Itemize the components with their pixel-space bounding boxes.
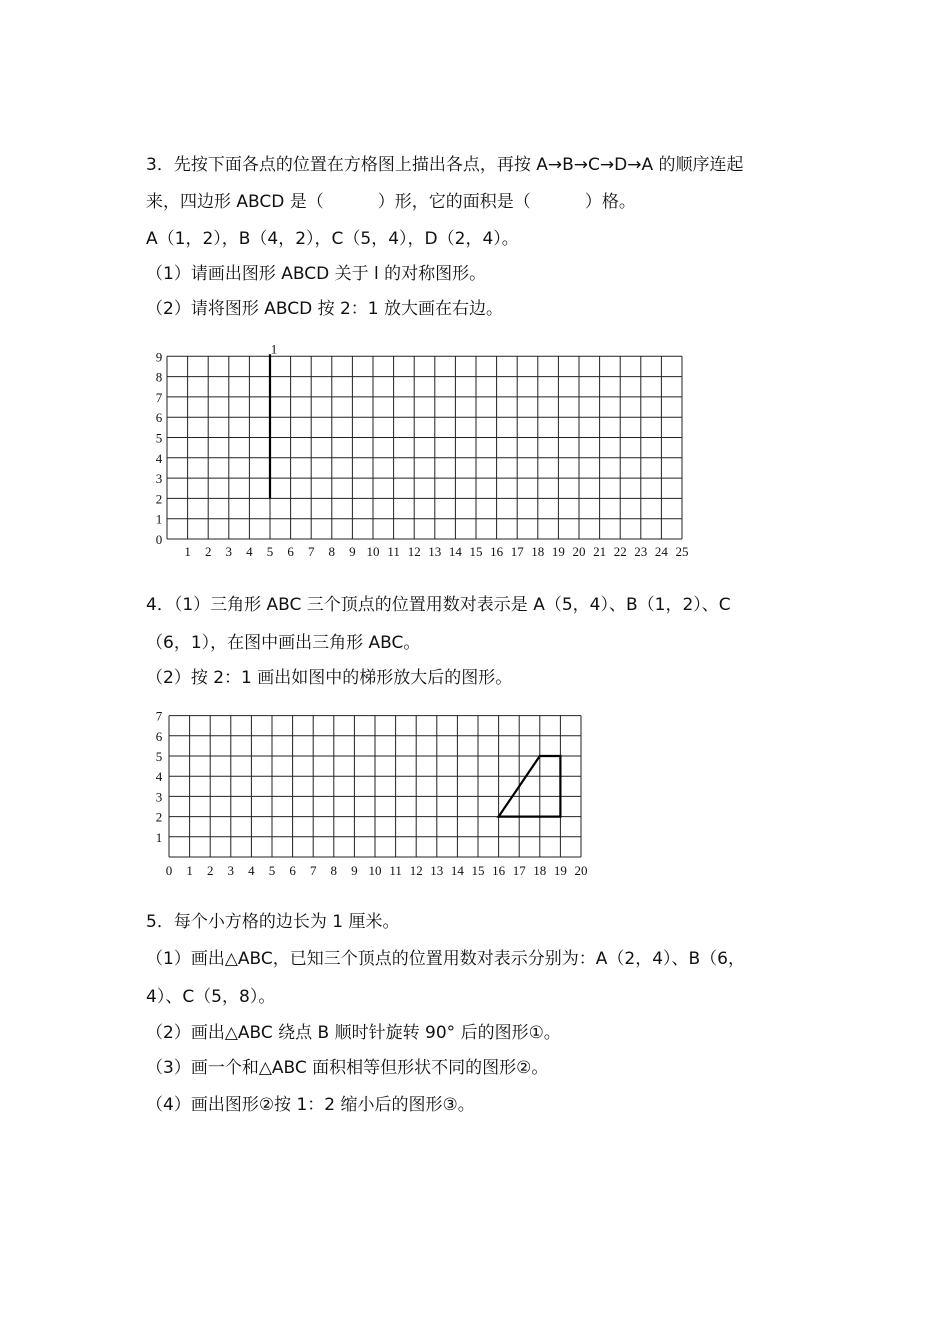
x-tick-label: 7 — [307, 544, 315, 559]
y-tick-label: 6 — [155, 410, 163, 426]
x-tick-label: 25 — [675, 544, 689, 559]
y-tick-label: 5 — [155, 430, 163, 446]
x-tick-label: 0 — [165, 863, 173, 878]
x-tick-label: 21 — [593, 544, 607, 559]
q3-line-5: （2）请将图形 ABCD 按 2：1 放大画在右边。 — [146, 299, 504, 319]
x-tick-label: 9 — [349, 544, 356, 559]
x-tick-label: 10 — [366, 544, 380, 559]
y-tick-label: 5 — [155, 749, 163, 764]
x-tick-label: 19 — [551, 544, 565, 559]
x-tick-label: 6 — [287, 544, 294, 559]
y-tick-label: 8 — [155, 369, 163, 385]
x-tick-label: 16 — [492, 863, 506, 878]
y-tick-label: 0 — [155, 532, 163, 547]
q3-line-1: 3．先按下面各点的位置在方格图上描出各点，再按 A→B→C→D→A 的顺序连起 — [146, 155, 744, 175]
y-tick-label: 4 — [155, 769, 163, 785]
x-tick-label: 23 — [634, 544, 648, 559]
x-tick-label: 9 — [351, 863, 358, 878]
q5-line-3: 4）、C（5，8）。 — [146, 987, 276, 1007]
x-tick-label: 12 — [407, 544, 421, 559]
y-tick-label: 3 — [155, 471, 163, 487]
x-tick-label: 20 — [572, 544, 586, 559]
x-tick-label: 17 — [510, 544, 524, 559]
y-tick-label: 2 — [155, 809, 163, 825]
x-tick-label: 3 — [225, 544, 233, 559]
x-tick-label: 8 — [330, 863, 338, 878]
q4-line-3: （2）按 2：1 画出如图中的梯形放大后的图形。 — [146, 668, 513, 688]
x-tick-label: 5 — [266, 544, 274, 559]
q4-line-1: 4．（1）三角形 ABC 三个顶点的位置用数对表示是 A（5，4）、B（1，2）、C — [146, 595, 731, 615]
trapezoid-shape — [499, 756, 561, 817]
x-tick-label: 3 — [227, 863, 235, 878]
q5-line-5: （3）画一个和△ABC 面积相等但形状不同的图形②。 — [146, 1058, 549, 1078]
x-tick-label: 5 — [268, 863, 276, 878]
x-tick-label: 19 — [553, 863, 567, 878]
x-tick-label: 1 — [186, 863, 193, 878]
y-tick-label: 1 — [155, 829, 163, 845]
y-tick-label: 2 — [155, 491, 163, 507]
q3-line-3: A（1，2），B（4，2），C（5，4），D（2，4）。 — [146, 229, 519, 249]
x-tick-label: 13 — [430, 863, 444, 878]
x-tick-label: 15 — [471, 863, 485, 878]
y-tick-label: 6 — [155, 728, 163, 744]
q5-line-4: （2）画出△ABC 绕点 B 顺时针旋转 90° 后的图形①。 — [146, 1023, 561, 1043]
q5-line-6: （4）画出图形②按 1：2 缩小后的图形③。 — [146, 1095, 475, 1115]
x-tick-label: 16 — [490, 544, 504, 559]
q4-line-2: （6，1），在图中画出三角形 ABC。 — [146, 633, 421, 653]
y-tick-label: 4 — [155, 450, 163, 466]
x-tick-label: 6 — [289, 863, 296, 878]
x-tick-label: 4 — [246, 544, 253, 559]
x-tick-label: 13 — [428, 544, 442, 559]
x-tick-label: 20 — [574, 863, 588, 878]
q3-line-4: （1）请画出图形 ABCD 关于 l 的对称图形。 — [146, 264, 487, 284]
x-tick-label: 2 — [204, 544, 212, 559]
x-tick-label: 15 — [469, 544, 483, 559]
x-tick-label: 4 — [248, 863, 255, 878]
x-tick-label: 18 — [533, 863, 547, 878]
y-tick-label: 9 — [155, 349, 163, 365]
x-tick-label: 1 — [184, 544, 191, 559]
x-tick-label: 10 — [368, 863, 382, 878]
q5-line-2: （1）画出△ABC，已知三个顶点的位置用数对表示分别为：A（2，4）、B（6， — [146, 949, 745, 969]
x-tick-label: 12 — [409, 863, 423, 878]
x-tick-label: 11 — [387, 544, 400, 559]
y-tick-label: 7 — [155, 389, 163, 405]
q3-line-2: 来，四边形 ABCD 是（ ）形，它的面积是（ ）格。 — [146, 192, 636, 212]
y-tick-label: 7 — [155, 708, 163, 724]
x-tick-label: 2 — [206, 863, 214, 878]
y-tick-label: 1 — [155, 511, 163, 527]
x-tick-label: 7 — [309, 863, 317, 878]
q5-line-1: 5．每个小方格的边长为 1 厘米。 — [146, 912, 400, 932]
y-tick-label: 3 — [155, 789, 163, 805]
x-tick-label: 22 — [613, 544, 627, 559]
x-tick-label: 17 — [512, 863, 526, 878]
x-tick-label: 24 — [654, 544, 668, 559]
x-tick-label: 14 — [448, 544, 462, 559]
x-tick-label: 14 — [450, 863, 464, 878]
x-tick-label: 18 — [531, 544, 545, 559]
x-tick-label: 8 — [328, 544, 336, 559]
symmetry-line-label: 1 — [270, 341, 278, 357]
x-tick-label: 11 — [389, 863, 402, 878]
